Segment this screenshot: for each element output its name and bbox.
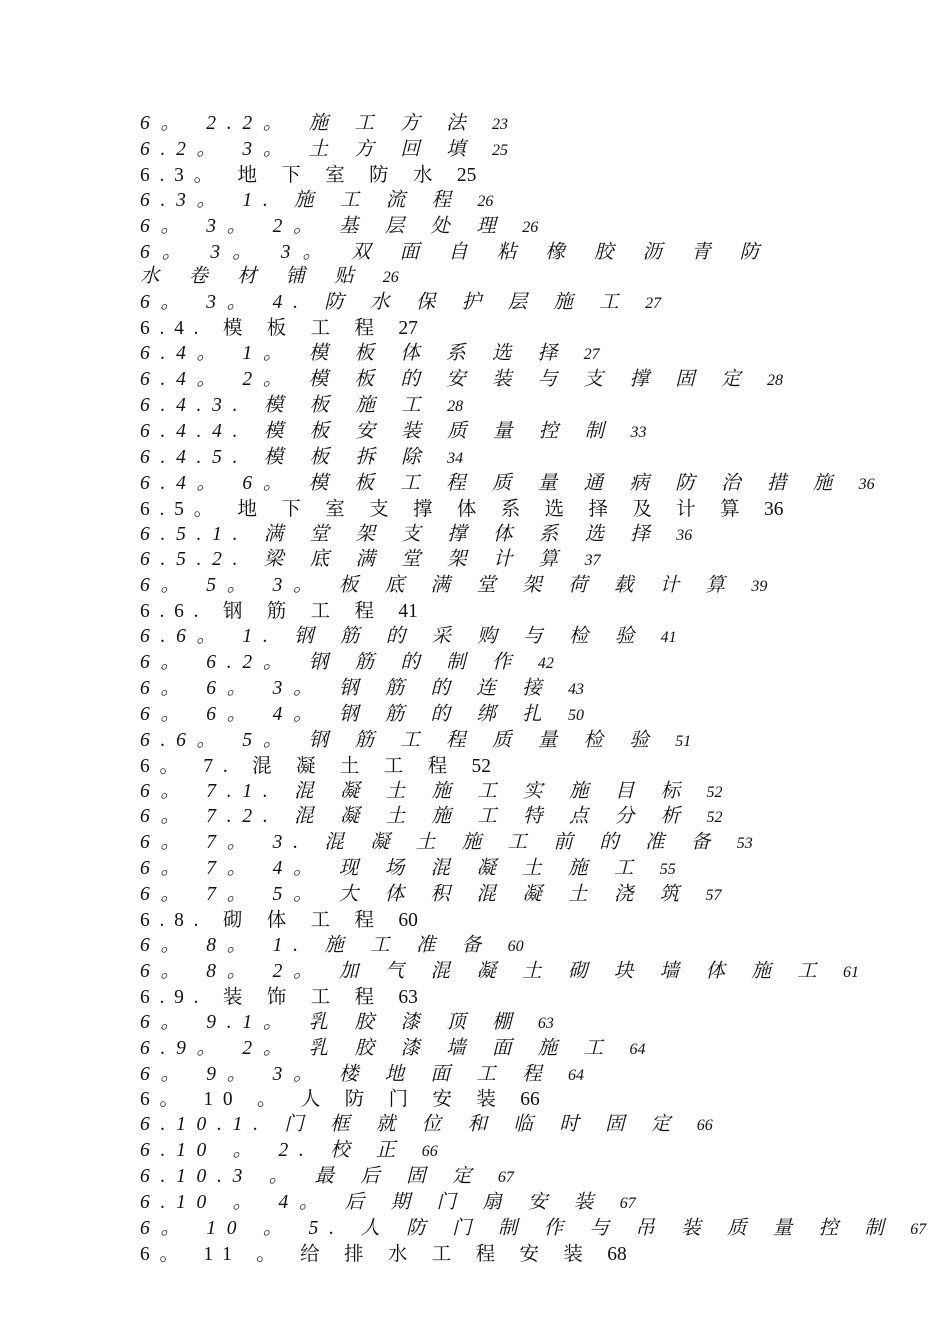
toc-entry-title: 6.5.1. 满 堂 架 支 撑 体 系 选 择 <box>140 523 661 545</box>
toc-entry-title: 6.10.3 。 最 后 固 定 <box>140 1166 483 1188</box>
toc-entry-page-number: 57 <box>705 887 722 905</box>
toc-entry-page-number: 39 <box>751 578 768 596</box>
toc-entry-title: 6.3。 地 下 室 防 水 <box>140 164 443 186</box>
toc-entry-title: 6。 6。 4。 钢 筋 的 绑 扎 <box>140 703 553 725</box>
toc-entry-page-number: 26 <box>477 192 494 210</box>
toc-entry-page-number: 66 <box>520 1089 540 1111</box>
toc-entry-page-number: 34 <box>447 449 464 467</box>
toc-entry-page-number: 67 <box>910 1220 927 1238</box>
toc-entry[interactable] <box>140 342 805 368</box>
toc-entry[interactable] <box>140 574 805 600</box>
toc-entry-page-number: 64 <box>568 1066 585 1084</box>
toc-entry-title: 6.9. 装 饰 工 程 <box>140 986 384 1008</box>
toc-entry-title: 6。 7.1. 混 凝 土 施 工 实 施 目 标 <box>140 780 691 802</box>
toc-entry[interactable] <box>140 498 805 523</box>
toc-entry-title: 6.10 。 2. 校 正 <box>140 1140 407 1162</box>
toc-entry-page-number: 67 <box>619 1195 636 1213</box>
toc-entry[interactable] <box>140 986 805 1011</box>
toc-entry-page-number: 55 <box>659 861 676 879</box>
toc-entry-page-number: 27 <box>645 295 662 313</box>
toc-entry-title: 6.3。 1. 施 工 流 程 <box>140 189 462 211</box>
toc-entry-title: 6.6。 5。 钢 筋 工 程 质 量 检 验 <box>140 729 660 751</box>
toc-entry-title: 6。 3。 4. 防 水 保 护 层 施 工 <box>140 292 630 314</box>
table-of-contents <box>140 112 927 1268</box>
toc-entry[interactable] <box>140 805 805 831</box>
toc-entry-page-number: 60 <box>507 938 524 955</box>
toc-entry[interactable] <box>140 291 805 317</box>
toc-entry-page-number: 43 <box>568 680 585 698</box>
toc-entry-title: 6。 7。 5。 大 体 积 混 凝 土 浇 筑 <box>140 884 690 906</box>
toc-entry-title: 6。 7。 3. 混 凝 土 施 工 前 的 准 备 <box>140 832 722 854</box>
toc-entry[interactable] <box>140 1165 805 1191</box>
toc-entry[interactable] <box>140 472 875 498</box>
toc-entry-page-number: 23 <box>491 116 508 133</box>
toc-entry-page-number: 63 <box>537 1014 554 1032</box>
toc-entry-title: 6.4.4. 模 板 安 装 质 量 控 制 <box>140 420 615 442</box>
toc-entry-title: 6。 3。 3。 双 面 自 粘 橡 胶 沥 青 防 水 卷 材 铺 贴 <box>140 241 772 288</box>
toc-entry-page-number: 64 <box>629 1040 646 1058</box>
toc-entry-page-number: 36 <box>676 526 693 544</box>
toc-entry[interactable] <box>140 909 805 934</box>
toc-entry[interactable] <box>140 729 805 755</box>
toc-entry-page-number: 63 <box>398 986 418 1008</box>
toc-entry[interactable] <box>140 960 859 986</box>
toc-entry[interactable] <box>140 1113 805 1139</box>
toc-entry-page-number: 52 <box>706 783 723 801</box>
toc-entry-page-number: 53 <box>736 835 753 853</box>
toc-entry-page-number: 61 <box>842 963 859 981</box>
toc-entry-page-number: 36 <box>764 498 784 520</box>
toc-entry[interactable] <box>140 1191 805 1217</box>
toc-entry-page-number: 28 <box>447 397 464 415</box>
toc-entry-title: 6。 9。 3。 楼 地 面 工 程 <box>140 1063 553 1085</box>
toc-entry[interactable] <box>140 241 805 292</box>
toc-entry-title: 6。 8。 2。 加 气 混 凝 土 砌 块 墙 体 施 工 <box>140 960 828 982</box>
toc-entry[interactable] <box>140 1011 805 1037</box>
toc-entry-title: 6.10 。 4。 后 期 门 扇 安 装 <box>140 1192 605 1214</box>
toc-entry[interactable] <box>140 1217 927 1243</box>
toc-entry-title: 6。 9.1。 乳 胶 漆 顶 棚 <box>140 1011 523 1033</box>
toc-entry-page-number: 52 <box>471 755 492 777</box>
toc-entry-title: 6.9。 2。 乳 胶 漆 墙 面 施 工 <box>140 1037 614 1059</box>
toc-entry-page-number: 37 <box>584 552 601 570</box>
toc-entry-title: 6.4。 2。 模 板 的 安 装 与 支 撑 固 定 <box>140 369 752 391</box>
toc-entry-page-number: 28 <box>766 372 783 390</box>
toc-entry-page-number: 33 <box>630 423 647 441</box>
toc-entry-page-number: 66 <box>421 1143 438 1161</box>
toc-entry-title: 6。 6.2。 钢 筋 的 制 作 <box>140 652 523 674</box>
toc-entry-title: 6。 3。 2。 基 层 处 理 <box>140 215 507 237</box>
toc-entry-page-number: 42 <box>537 655 554 673</box>
toc-entry-title: 6。 5。 3。 板 底 满 堂 架 荷 载 计 算 <box>140 575 736 597</box>
toc-entry-title: 6.5。 地 下 室 支 撑 体 系 选 择 及 计 算 <box>140 498 750 520</box>
toc-entry-title: 6.10.1. 门 框 就 位 和 临 时 固 定 <box>140 1114 682 1136</box>
toc-entry[interactable] <box>140 831 805 857</box>
toc-entry[interactable] <box>140 548 805 574</box>
toc-entry[interactable] <box>140 1243 805 1268</box>
toc-entry-title: 6。 10 。 人 防 门 安 装 <box>140 1089 506 1111</box>
toc-entry-title: 6。 10 。 5. 人 防 门 制 作 与 吊 装 质 量 控 制 <box>140 1217 895 1239</box>
toc-entry[interactable] <box>140 1037 805 1063</box>
toc-entry-page-number: 27 <box>398 318 418 340</box>
toc-entry[interactable] <box>140 625 805 651</box>
toc-entry-page-number: 25 <box>491 141 508 159</box>
toc-entry[interactable] <box>140 934 805 960</box>
toc-entry-page-number: 41 <box>398 601 418 623</box>
toc-entry[interactable] <box>140 883 805 909</box>
toc-entry[interactable] <box>140 651 805 677</box>
toc-entry-title: 6。 6。 3。 钢 筋 的 连 接 <box>140 677 553 699</box>
toc-entry-page-number: 26 <box>522 218 539 236</box>
toc-entry[interactable] <box>140 189 805 215</box>
toc-entry-page-number: 41 <box>660 629 677 647</box>
toc-entry-title: 6.4.3. 模 板 施 工 <box>140 394 432 416</box>
toc-entry[interactable] <box>140 138 805 164</box>
toc-entry-page-number: 51 <box>675 732 692 750</box>
toc-entry-title: 6。 7。 4。 现 场 混 凝 土 施 工 <box>140 858 645 880</box>
toc-entry-page-number: 36 <box>858 475 875 493</box>
toc-entry[interactable] <box>140 703 805 729</box>
toc-entry[interactable] <box>140 112 805 138</box>
toc-entry-title: 6.6。 1. 钢 筋 的 采 购 与 检 验 <box>140 626 646 648</box>
toc-entry[interactable] <box>140 317 805 342</box>
toc-entry-title: 6.8. 砌 体 工 程 <box>140 910 384 932</box>
toc-entry-title: 6。 7.2. 混 凝 土 施 工 特 点 分 析 <box>140 806 691 828</box>
toc-entry-title: 6.4. 模 板 工 程 <box>140 318 384 340</box>
toc-entry-title: 6。 11 。 给 排 水 工 程 安 装 <box>140 1243 593 1265</box>
toc-entry[interactable] <box>140 600 805 625</box>
toc-entry-title: 6.2。 3。 土 方 回 填 <box>140 138 477 160</box>
toc-entry-title: 6。 7. 混 凝 土 工 程 <box>140 755 457 777</box>
toc-entry-title: 6。 8。 1. 施 工 准 备 <box>140 935 492 956</box>
toc-entry-page-number: 25 <box>456 164 477 186</box>
toc-entry-title: 6.4。 1。 模 板 体 系 选 择 <box>140 343 569 365</box>
toc-entry-page-number: 67 <box>497 1169 514 1187</box>
toc-entry[interactable] <box>140 394 805 420</box>
toc-entry[interactable] <box>140 1139 805 1165</box>
toc-entry-page-number: 27 <box>583 346 600 364</box>
toc-entry[interactable] <box>140 1088 805 1113</box>
toc-entry[interactable] <box>140 857 805 883</box>
toc-entry[interactable] <box>140 755 805 780</box>
toc-entry[interactable] <box>140 780 805 806</box>
toc-entry[interactable] <box>140 446 805 472</box>
toc-entry[interactable] <box>140 164 805 189</box>
toc-entry-page-number: 50 <box>568 706 585 724</box>
toc-entry-title: 6.4。 6。 模 板 工 程 质 量 通 病 防 治 措 施 <box>140 472 843 494</box>
toc-entry[interactable] <box>140 523 805 549</box>
toc-entry-page-number: 52 <box>706 809 723 827</box>
toc-entry-title: 6。 2.2。 施 工 方 法 <box>140 113 477 134</box>
toc-entry-page-number: 68 <box>607 1243 627 1265</box>
toc-entry[interactable] <box>140 420 805 446</box>
toc-entry-page-number: 66 <box>696 1117 713 1135</box>
toc-entry[interactable] <box>140 677 805 703</box>
toc-entry-page-number: 60 <box>398 910 418 932</box>
toc-entry[interactable] <box>140 215 805 241</box>
toc-entry[interactable] <box>140 1063 805 1089</box>
toc-entry-page-number: 26 <box>382 269 399 287</box>
toc-entry[interactable] <box>140 368 805 394</box>
toc-entry-title: 6.6. 钢 筋 工 程 <box>140 601 384 623</box>
toc-entry-title: 6.5.2. 梁 底 满 堂 架 计 算 <box>140 549 569 571</box>
toc-entry-title: 6.4.5. 模 板 拆 除 <box>140 446 432 468</box>
